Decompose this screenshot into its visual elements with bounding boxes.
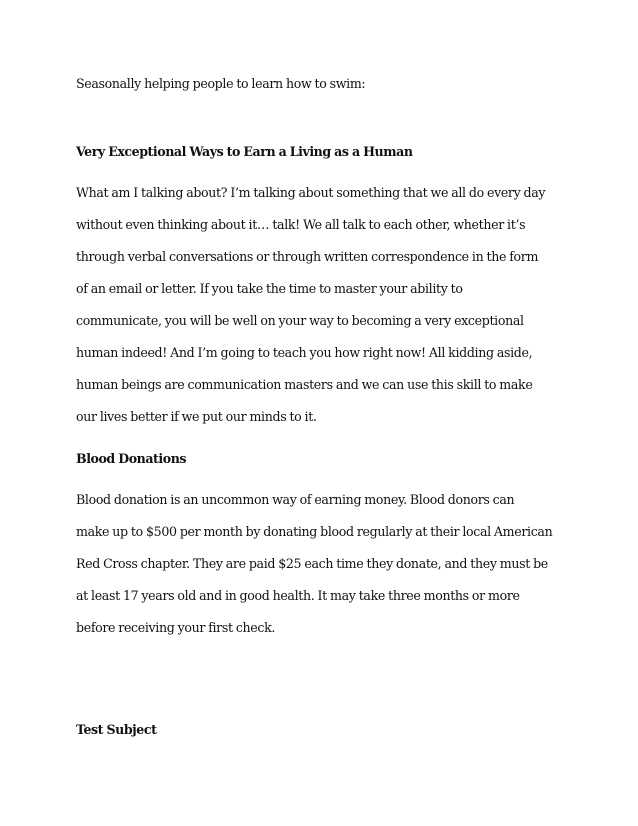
paragraph-line: our lives better if we put our minds to it. bbox=[76, 409, 317, 424]
paragraph-line: through verbal conversations or through written correspondence in the form bbox=[76, 249, 539, 264]
paragraph-line: before receiving your first check. bbox=[76, 620, 276, 635]
paragraph-line: What am I talking about? I’m talking about something that we all do every day bbox=[76, 185, 546, 200]
paragraph-line: Blood donation is an uncommon way of earning money. Blood donors can bbox=[76, 492, 515, 507]
section-heading-test-subject: Test Subject bbox=[76, 722, 157, 737]
paragraph-line: make up to $500 per month by donating blood regularly at their local American bbox=[76, 524, 553, 539]
paragraph-line: at least 17 years old and in good health. It may take three months or more bbox=[76, 588, 520, 603]
paragraph-line: human indeed! And I’m going to teach you how right now! All kidding aside, bbox=[76, 345, 533, 360]
section-heading-human: Very Exceptional Ways to Earn a Living as a Human bbox=[76, 144, 413, 159]
paragraph-line: of an email or letter. If you take the time to master your ability to bbox=[76, 281, 463, 296]
paragraph-line: Red Cross chapter. They are paid $25 each time they donate, and they must be bbox=[76, 556, 548, 571]
paragraph-line: communicate, you will be well on your way to becoming a very exceptional bbox=[76, 313, 524, 328]
section-heading-blood: Blood Donations bbox=[76, 451, 187, 466]
paragraph-line: human beings are communication masters and we can use this skill to make bbox=[76, 377, 533, 392]
intro-line: Seasonally helping people to learn how to swim: bbox=[76, 76, 366, 91]
paragraph-line: without even thinking about it… talk! We all talk to each other, whether it’s bbox=[76, 217, 526, 232]
